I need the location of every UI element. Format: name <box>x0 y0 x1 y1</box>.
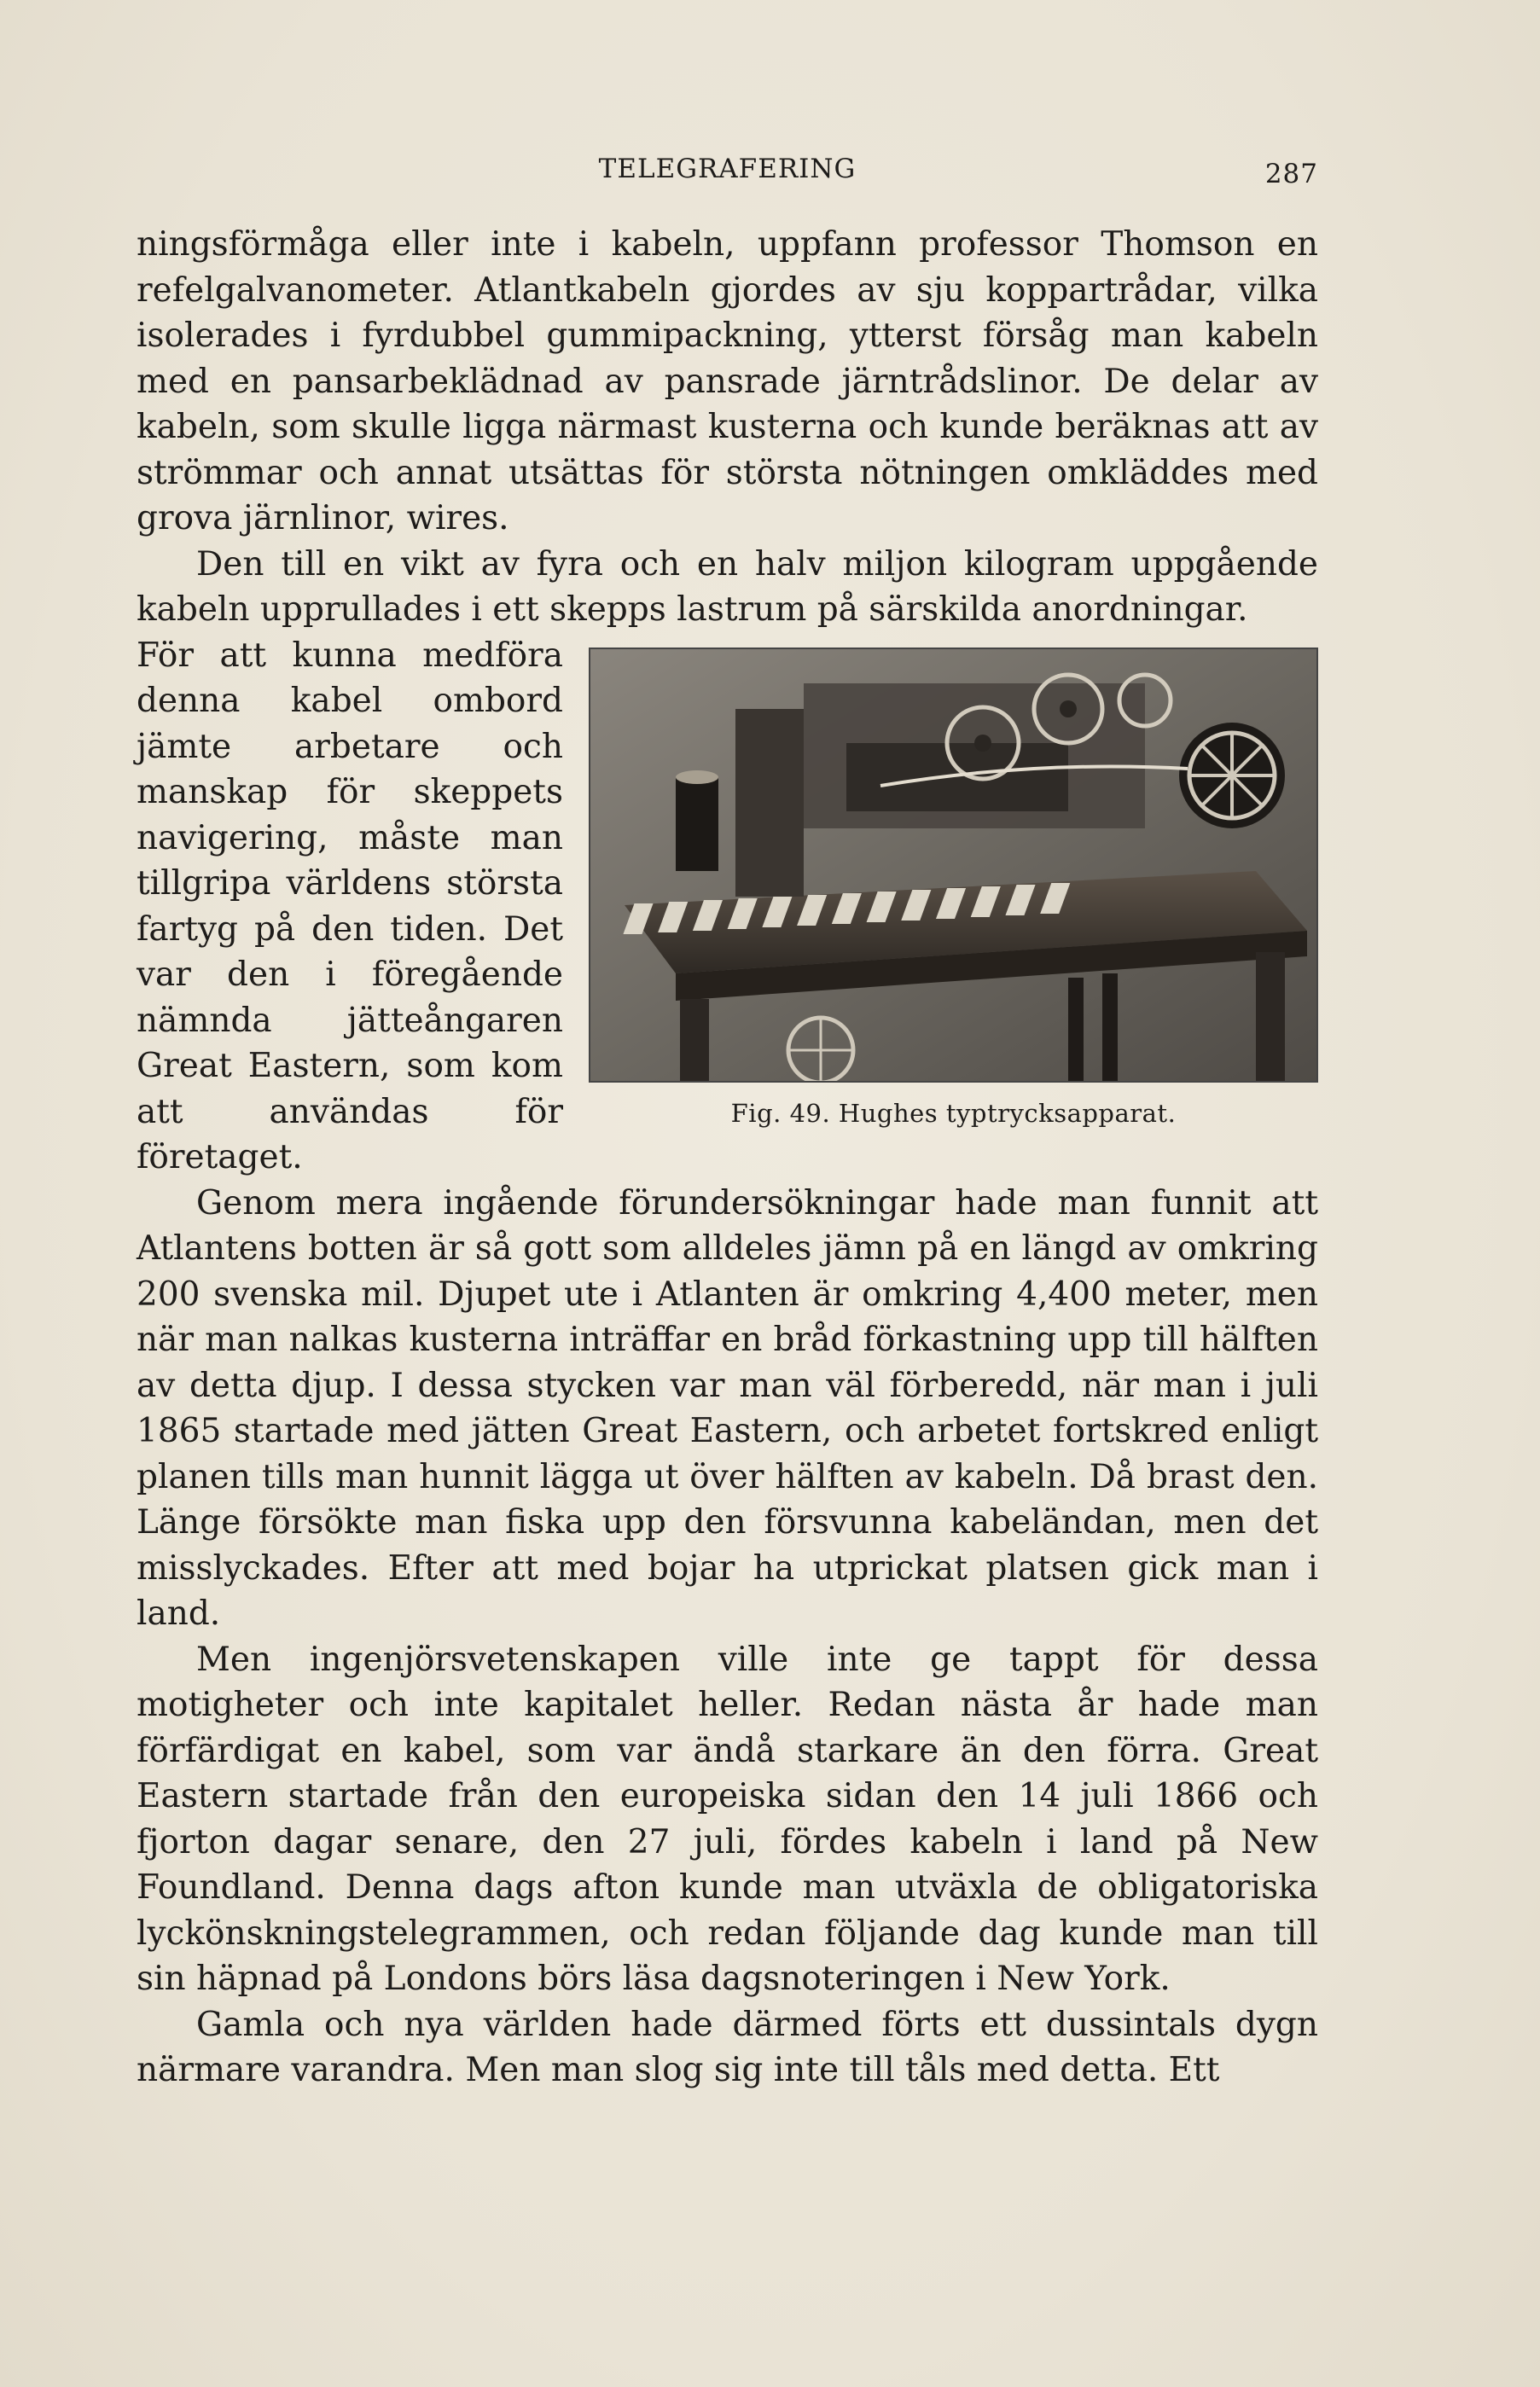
running-head <box>137 154 1318 196</box>
hughes-apparatus-photo <box>589 648 1318 1083</box>
paragraph-3: För att kunna medföra denna kabel ombord jämte arbetare och manskap för skeppets navigering, måste man tillgripa världens största fartyg på den tiden. Det var den i föregående nämnda jätteångaren Great Eastern, som kom att användas för företaget. <box>137 636 563 1176</box>
paragraph-5: Men ingenjörsvetenskapen ville inte ge tappt för dessa motigheter och inte kapitalet heller. Redan nästa år hade man förfärdigat en kabel, som var ändå starkare än den förra. Great Eastern startade från den europeiska sidan den 14 juli 1866 och fjorton dagar senare, den 27 juli, fördes kabeln i land på New Foundland. Denna dags afton kunde man utväxla de obligatoriska lyckönskningstelegrammen, och redan följande dag kunde man till sin häpnad på Londons börs läsa dagsnoteringen i New York. <box>137 1640 1318 1998</box>
paragraph-4: Genom mera ingående förundersökningar hade man funnit att Atlantens botten är så gott som alldeles jämn på en längd av omkring 200 svenska mil. Djupet ute i Atlanten är omkring 4,400 meter, men när man nalkas kusterna inträffar en bråd förkastning upp till hälften av detta djup. I dessa stycken var man väl förberedd, när man i juli 1865 startade med jätten Great Eastern, och arbetet fortskred enligt planen tills man hunnit lägga ut över hälften av kabeln. Då brast den. Länge försökte man fiska upp den försvunna kabeländan, men det misslyckades. Efter att med bojar ha utprickat platsen gick man i land. <box>137 1183 1318 1633</box>
paragraph-2: Den till en vikt av fyra och en halv miljon kilogram uppgående kabeln upprullades i ett skepps lastrum på särskilda anordningar. <box>137 544 1318 629</box>
figure-49 <box>589 648 1318 1127</box>
photo-icon <box>590 649 1316 1081</box>
figure-caption: Fig. 49. Hughes typtrycksapparat. <box>730 1098 1177 1128</box>
paragraph-1: ningsförmåga eller inte i kabeln, uppfann professor Thomson en refelgalvanometer. Atlantkabeln gjordes av sju koppartrådar, vilka isolerades i fyrdubbel gummipackning, ytterst försåg man kabeln med en pansarbeklädnad av pansrade järntrådslinor. De delar av kabeln, som skulle ligga närmast kusterna och kunde beräknas att av strömmar och annat utsättas för största nötningen omkläddes med grova järnlinor, wires. <box>137 225 1318 537</box>
paragraph-6: Gamla och nya världen hade därmed förts ett dussintals dygn närmare varandra. Men man slog sig inte till tåls med detta. Ett <box>137 2005 1318 2089</box>
running-title: TELEGRAFERING <box>598 154 857 184</box>
page-number: 287 <box>1264 159 1318 189</box>
body-text <box>137 222 1318 2094</box>
